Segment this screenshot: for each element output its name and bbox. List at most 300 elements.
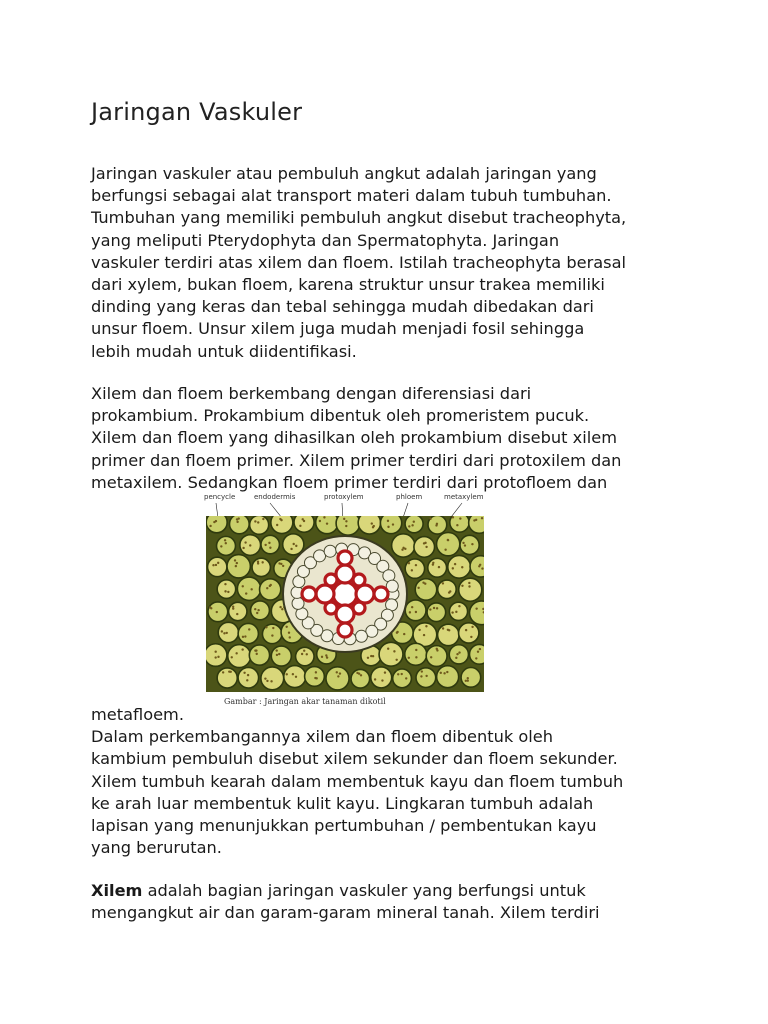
micrograph-xylem-vessel xyxy=(374,587,388,601)
micrograph-granule xyxy=(224,583,226,585)
micrograph-cell xyxy=(217,580,236,599)
micrograph-cell xyxy=(460,535,479,554)
bold-term: Xilem xyxy=(91,881,143,900)
micrograph-granule xyxy=(282,565,284,567)
text-line: Tumbuhan yang memiliki pembuluh angkut disebut tracheophyta, xyxy=(91,208,627,228)
label-phloem: phloem xyxy=(396,493,423,501)
micrograph-granule xyxy=(243,672,245,674)
micrograph-granule xyxy=(236,562,238,564)
micrograph-granule xyxy=(425,546,427,548)
micrograph-granule xyxy=(306,653,308,655)
micrograph-granule xyxy=(224,590,226,592)
micrograph-xylem-vessel xyxy=(353,602,365,614)
micrograph-granule xyxy=(481,567,483,569)
micrograph-granule xyxy=(214,650,216,652)
micrograph-granule xyxy=(411,606,413,608)
micrograph-granule xyxy=(403,633,405,635)
micrograph-cell xyxy=(470,556,484,577)
micrograph-granule xyxy=(360,674,362,676)
text-line: yang meliputi Pterydophyta dan Spermatophyta. Jaringan xyxy=(91,230,560,250)
micrograph-granule xyxy=(242,547,244,549)
text-line: Xilem dan floem yang dihasilkan oleh prokambium disebut xilem xyxy=(91,428,617,448)
micrograph-xylem-vessel xyxy=(325,574,337,586)
micrograph-cell xyxy=(229,602,247,620)
micrograph-cell xyxy=(416,668,436,688)
text-line: yang berurutan. xyxy=(91,838,222,858)
micrograph-granule xyxy=(269,547,271,549)
micrograph-granule xyxy=(236,521,238,523)
micrograph-granule xyxy=(285,626,287,628)
text-line xyxy=(91,880,691,902)
micrograph-granule xyxy=(432,562,434,564)
micrograph-granule xyxy=(424,582,426,584)
micrograph-granule xyxy=(250,588,252,590)
micrograph-cell xyxy=(228,645,251,668)
micrograph-granule xyxy=(256,612,258,614)
text-line: unsur floem. Unsur xilem juga mudah menjadi fosil sehingga xyxy=(91,319,585,339)
micrograph-cell xyxy=(294,516,314,532)
micrograph-granule xyxy=(387,648,389,650)
micrograph-cell xyxy=(405,516,423,533)
micrograph-cell xyxy=(459,578,482,601)
micrograph-granule xyxy=(454,563,456,565)
micrograph-granule xyxy=(299,525,301,527)
micrograph-granule xyxy=(423,634,425,636)
micrograph-cell xyxy=(438,624,459,645)
micrograph-granule xyxy=(436,648,438,650)
micrograph-granule xyxy=(286,673,288,675)
micrograph-granule xyxy=(461,585,463,587)
micrograph-granule xyxy=(475,519,477,521)
micrograph-xylem-vessel xyxy=(325,602,337,614)
micrograph-granule xyxy=(397,673,399,675)
text-line: mengangkut air dan garam-garam mineral tanah. Xilem terdiri xyxy=(91,903,600,923)
micrograph-granule xyxy=(224,539,226,541)
micrograph-granule xyxy=(278,653,280,655)
micrograph-granule xyxy=(245,592,247,594)
micrograph-granule xyxy=(231,656,233,658)
micrograph-granule xyxy=(217,656,219,658)
micrograph-granule xyxy=(481,517,483,519)
micrograph-granule xyxy=(411,524,413,526)
micrograph-granule xyxy=(430,656,432,658)
micrograph-granule xyxy=(303,520,305,522)
micrograph-cell xyxy=(351,669,370,688)
micrograph-granule xyxy=(272,627,274,629)
micrograph-image xyxy=(206,516,484,692)
micrograph-drawing xyxy=(206,516,484,692)
micrograph-granule xyxy=(247,674,249,676)
micrograph-xylem-vessel xyxy=(336,605,354,623)
micrograph-granule xyxy=(290,548,292,550)
micrograph-granule xyxy=(443,672,445,674)
micrograph-cell xyxy=(459,623,479,643)
micrograph-granule xyxy=(336,671,338,673)
micrograph-granule xyxy=(464,544,466,546)
micrograph-granule xyxy=(234,559,236,561)
micrograph-granule xyxy=(392,523,394,525)
micrograph-xylem-vessel xyxy=(338,623,352,637)
micrograph-granule xyxy=(471,543,473,545)
micrograph-granule xyxy=(425,625,427,627)
micrograph-cell xyxy=(336,516,360,535)
micrograph-granule xyxy=(235,565,237,567)
micrograph-granule xyxy=(292,673,294,675)
micrograph-granule xyxy=(295,676,297,678)
micrograph-granule xyxy=(402,547,404,549)
micrograph-granule xyxy=(278,562,280,564)
micrograph-cell xyxy=(252,558,270,576)
micrograph-cell xyxy=(393,669,412,688)
micrograph-cell xyxy=(414,537,435,558)
micrograph-granule xyxy=(217,562,219,564)
micrograph-granule xyxy=(225,542,227,544)
paragraph-1 xyxy=(91,163,691,363)
figure-caption: Gambar : Jaringan akar tanaman dikotil xyxy=(224,697,386,706)
micrograph-cell xyxy=(469,601,484,625)
micrograph-granule xyxy=(254,608,256,610)
micrograph-cell xyxy=(217,668,237,688)
micrograph-granule xyxy=(326,522,328,524)
micrograph-granule xyxy=(456,653,458,655)
micrograph-granule xyxy=(370,655,372,657)
text-line: Jaringan vaskuler atau pembuluh angkut adalah jaringan yang xyxy=(91,164,597,183)
micrograph-granule xyxy=(293,543,295,545)
micrograph-cell xyxy=(260,579,281,600)
paragraph-3 xyxy=(91,704,691,859)
micrograph-granule xyxy=(446,671,448,673)
paragraph-4 xyxy=(91,880,691,924)
micrograph-granule xyxy=(265,626,267,628)
micrograph-cell xyxy=(271,646,291,666)
micrograph-granule xyxy=(214,656,216,658)
micrograph-granule xyxy=(479,648,481,650)
micrograph-cell xyxy=(355,630,367,642)
micrograph-granule xyxy=(223,632,225,634)
micrograph-cell xyxy=(405,643,427,665)
text-line: metafloem. xyxy=(91,705,184,724)
micrograph-granule xyxy=(468,585,470,587)
micrograph-cell xyxy=(208,557,227,576)
micrograph-granule xyxy=(444,549,446,551)
micrograph-cell xyxy=(427,603,446,622)
micrograph-granule xyxy=(396,631,398,633)
micrograph-cell xyxy=(250,516,269,534)
micrograph-granule xyxy=(440,672,442,674)
micrograph-granule xyxy=(417,587,419,589)
text-line: Xilem tumbuh kearah dalam membentuk kayu dan floem tumbuh xyxy=(91,771,624,791)
micrograph-cell xyxy=(271,516,293,534)
micrograph-cell xyxy=(206,644,227,667)
micrograph-granule xyxy=(405,677,407,679)
micrograph-granule xyxy=(216,611,218,613)
micrograph-cell xyxy=(392,534,415,557)
text-line: ke arah luar membentuk kulit kayu. Lingkaran tumbuh adalah xyxy=(91,793,594,813)
micrograph-granule xyxy=(415,656,417,658)
micrograph-granule xyxy=(471,626,473,628)
text-line: vaskuler terdiri atas xilem dan floem. Istilah tracheophyta berasal xyxy=(91,252,627,272)
micrograph-granule xyxy=(455,611,457,613)
micrograph-granule xyxy=(232,606,234,608)
micrograph-granule xyxy=(387,526,389,528)
micrograph-xylem-vessel xyxy=(333,582,357,606)
micrograph-granule xyxy=(326,656,328,658)
micrograph-granule xyxy=(429,608,431,610)
micrograph-granule xyxy=(415,564,417,566)
micrograph-granule xyxy=(337,675,339,677)
micrograph-granule xyxy=(279,606,281,608)
text-line: dari xylem, bukan floem, karena struktur unsur trakea memiliki xyxy=(91,275,605,295)
micrograph-granule xyxy=(257,609,259,611)
micrograph-granule xyxy=(448,629,450,631)
text-line: primer dan floem primer. Xilem primer terdiri dari protoxilem dan xyxy=(91,450,622,470)
micrograph-granule xyxy=(413,521,415,523)
micrograph-cell xyxy=(324,545,336,557)
micrograph-granule xyxy=(459,517,461,519)
micrograph-granule xyxy=(479,564,481,566)
micrograph-cell xyxy=(437,666,459,688)
micrograph-granule xyxy=(429,518,431,520)
label-endodermis: endodermis xyxy=(254,493,296,501)
micrograph-cell xyxy=(217,536,236,555)
micrograph-granule xyxy=(448,591,450,593)
micrograph-granule xyxy=(209,525,211,527)
micrograph-granule xyxy=(246,679,248,681)
micrograph-cell xyxy=(227,555,250,578)
micrograph-granule xyxy=(315,677,317,679)
micrograph-granule xyxy=(288,632,290,634)
micrograph-granule xyxy=(447,539,449,541)
micrograph-granule xyxy=(264,544,266,546)
micrograph-granule xyxy=(451,611,453,613)
micrograph-granule xyxy=(408,525,410,527)
micrograph-granule xyxy=(343,518,345,520)
micrograph-granule xyxy=(425,675,427,677)
micrograph-granule xyxy=(227,591,229,593)
micrograph-granule xyxy=(257,521,259,523)
micrograph-granule xyxy=(442,582,444,584)
micrograph-granule xyxy=(220,545,222,547)
label-pencycle: pencycle xyxy=(204,493,236,501)
micrograph-cell xyxy=(379,642,403,666)
micrograph-granule xyxy=(241,648,243,650)
micrograph-cell xyxy=(449,602,467,620)
micrograph-cell xyxy=(438,580,457,599)
micrograph-granule xyxy=(367,657,369,659)
micrograph-granule xyxy=(442,627,444,629)
micrograph-granule xyxy=(356,672,358,674)
micrograph-granule xyxy=(276,524,278,526)
micrograph-granule xyxy=(276,654,278,656)
micrograph-granule xyxy=(458,605,460,607)
micrograph-granule xyxy=(210,607,212,609)
micrograph-granule xyxy=(264,677,266,679)
micrograph-cell xyxy=(449,645,468,664)
micrograph-granule xyxy=(436,607,438,609)
root-cross-section-figure xyxy=(196,493,486,713)
micrograph-granule xyxy=(415,649,417,651)
micrograph-granule xyxy=(256,653,258,655)
micrograph-granule xyxy=(319,520,321,522)
micrograph-granule xyxy=(408,657,410,659)
micrograph-granule xyxy=(438,566,440,568)
micrograph-cell xyxy=(437,533,460,556)
micrograph-cell xyxy=(405,600,426,621)
text-line: dinding yang keras dan tebal sehingga mudah dibedakan dari xyxy=(91,297,594,317)
micrograph-xylem-vessel xyxy=(316,585,334,603)
micrograph-granule xyxy=(235,652,237,654)
micrograph-cell xyxy=(284,666,306,688)
micrograph-xylem-vessel xyxy=(356,585,374,603)
micrograph-granule xyxy=(395,659,397,661)
micrograph-cell xyxy=(371,667,392,688)
micrograph-cell xyxy=(261,535,279,553)
micrograph-cell xyxy=(405,559,424,578)
micrograph-granule xyxy=(458,651,460,653)
micrograph-cell xyxy=(428,558,447,577)
micrograph-granule xyxy=(345,525,347,527)
micrograph-granule xyxy=(266,587,268,589)
micrograph-granule xyxy=(221,630,223,632)
micrograph-granule xyxy=(262,518,264,520)
micrograph-granule xyxy=(423,542,425,544)
micrograph-granule xyxy=(475,607,477,609)
micrograph-granule xyxy=(254,649,256,651)
micrograph-granule xyxy=(371,522,373,524)
micrograph-granule xyxy=(415,611,417,613)
micrograph-granule xyxy=(248,628,250,630)
micrograph-granule xyxy=(468,582,470,584)
micrograph-granule xyxy=(373,525,375,527)
micrograph-granule xyxy=(226,632,228,634)
micrograph-cell xyxy=(238,667,259,688)
micrograph-granule xyxy=(244,635,246,637)
micrograph-granule xyxy=(275,649,277,651)
micrograph-granule xyxy=(261,561,263,563)
micrograph-granule xyxy=(455,657,457,659)
micrograph-granule xyxy=(242,585,244,587)
micrograph-granule xyxy=(381,679,383,681)
micrograph-granule xyxy=(384,671,386,673)
micrograph-granule xyxy=(477,651,479,653)
text-line: Xilem dan floem berkembang dengan diferensiasi dari xyxy=(91,384,532,403)
micrograph-granule xyxy=(433,607,435,609)
paragraph-2 xyxy=(91,383,691,494)
micrograph-granule xyxy=(254,520,256,522)
micrograph-granule xyxy=(244,541,246,543)
micrograph-granule xyxy=(215,520,217,522)
micrograph-granule xyxy=(249,544,251,546)
micrograph-granule xyxy=(339,672,341,674)
micrograph-granule xyxy=(315,671,317,673)
label-metaxylem: metaxylem xyxy=(444,493,484,501)
micrograph-granule xyxy=(452,516,454,518)
micrograph-granule xyxy=(461,566,463,568)
micrograph-granule xyxy=(222,671,224,673)
micrograph-xylem-vessel xyxy=(302,587,316,601)
micrograph-granule xyxy=(323,516,325,518)
text-line: lapisan yang menunjukkan pertumbuhan / pembentukan kayu xyxy=(91,816,597,836)
micrograph-granule xyxy=(421,670,423,672)
label-protoxylem: protoxylem xyxy=(324,493,364,501)
micrograph-cell xyxy=(251,601,270,620)
micrograph-granule xyxy=(408,562,410,564)
micrograph-cell xyxy=(238,623,258,643)
micrograph-granule xyxy=(470,636,472,638)
text-line: Dalam perkembangannya xilem dan floem dibentuk oleh xyxy=(91,727,553,747)
micrograph-granule xyxy=(289,636,291,638)
micrograph-granule xyxy=(325,654,327,656)
micrograph-granule xyxy=(321,656,323,658)
text-line: kambium pembuluh disebut xilem sekunder dan floem sekunder. xyxy=(91,749,618,769)
micrograph-granule xyxy=(236,613,238,615)
micrograph-cell xyxy=(249,645,269,665)
micrograph-cell xyxy=(326,667,349,690)
micrograph-cell xyxy=(380,516,401,534)
micrograph-xylem-vessel xyxy=(353,574,365,586)
micrograph-granule xyxy=(418,629,420,631)
micrograph-xylem-vessel xyxy=(338,551,352,565)
micrograph-granule xyxy=(456,524,458,526)
micrograph-cell xyxy=(448,555,471,578)
micrograph-granule xyxy=(401,673,403,675)
micrograph-granule xyxy=(271,634,273,636)
micrograph-granule xyxy=(268,542,270,544)
micrograph-cell xyxy=(305,667,325,687)
micrograph-granule xyxy=(411,569,413,571)
micrograph-granule xyxy=(303,650,305,652)
micrograph-granule xyxy=(467,680,469,682)
micrograph-granule xyxy=(212,564,214,566)
micrograph-granule xyxy=(257,561,259,563)
micrograph-granule xyxy=(452,567,454,569)
micrograph-cell xyxy=(415,579,437,601)
micrograph-granule xyxy=(237,517,239,519)
micrograph-granule xyxy=(393,650,395,652)
micrograph-granule xyxy=(295,545,297,547)
micrograph-cell xyxy=(358,516,380,534)
micrograph-granule xyxy=(435,524,437,526)
micrograph-granule xyxy=(467,677,469,679)
micrograph-granule xyxy=(228,670,230,672)
micrograph-cell xyxy=(237,577,260,600)
page-title: Jaringan Vaskuler xyxy=(91,98,303,126)
micrograph-granule xyxy=(215,564,217,566)
text-line: berfungsi sebagai alat transport materi dalam tubuh tumbuhan. xyxy=(91,186,612,206)
text-line: prokambium. Prokambium dibentuk oleh promeristem pucuk. xyxy=(91,406,590,426)
text-fragment: adalah bagian jaringan vaskuler yang berfungsi untuk xyxy=(142,881,586,900)
micrograph-cell xyxy=(206,516,227,533)
micrograph-granule xyxy=(387,520,389,522)
micrograph-granule xyxy=(280,519,282,521)
micrograph-granule xyxy=(281,608,283,610)
micrograph-cell xyxy=(469,644,484,664)
micrograph-granule xyxy=(420,675,422,677)
micrograph-xylem-vessel xyxy=(336,565,354,583)
micrograph-granule xyxy=(462,542,464,544)
micrograph-granule xyxy=(374,678,376,680)
micrograph-granule xyxy=(242,636,244,638)
micrograph-granule xyxy=(270,680,272,682)
micrograph-granule xyxy=(266,680,268,682)
micrograph-granule xyxy=(475,657,477,659)
text-line: lebih mudah untuk diidentifikasi. xyxy=(91,341,357,361)
text-line: metaxilem. Sedangkan floem primer terdiri dari protofloem dan xyxy=(91,472,608,492)
micrograph-granule xyxy=(301,653,303,655)
micrograph-granule xyxy=(345,520,347,522)
micrograph-granule xyxy=(270,584,272,586)
micrograph-granule xyxy=(409,611,411,613)
